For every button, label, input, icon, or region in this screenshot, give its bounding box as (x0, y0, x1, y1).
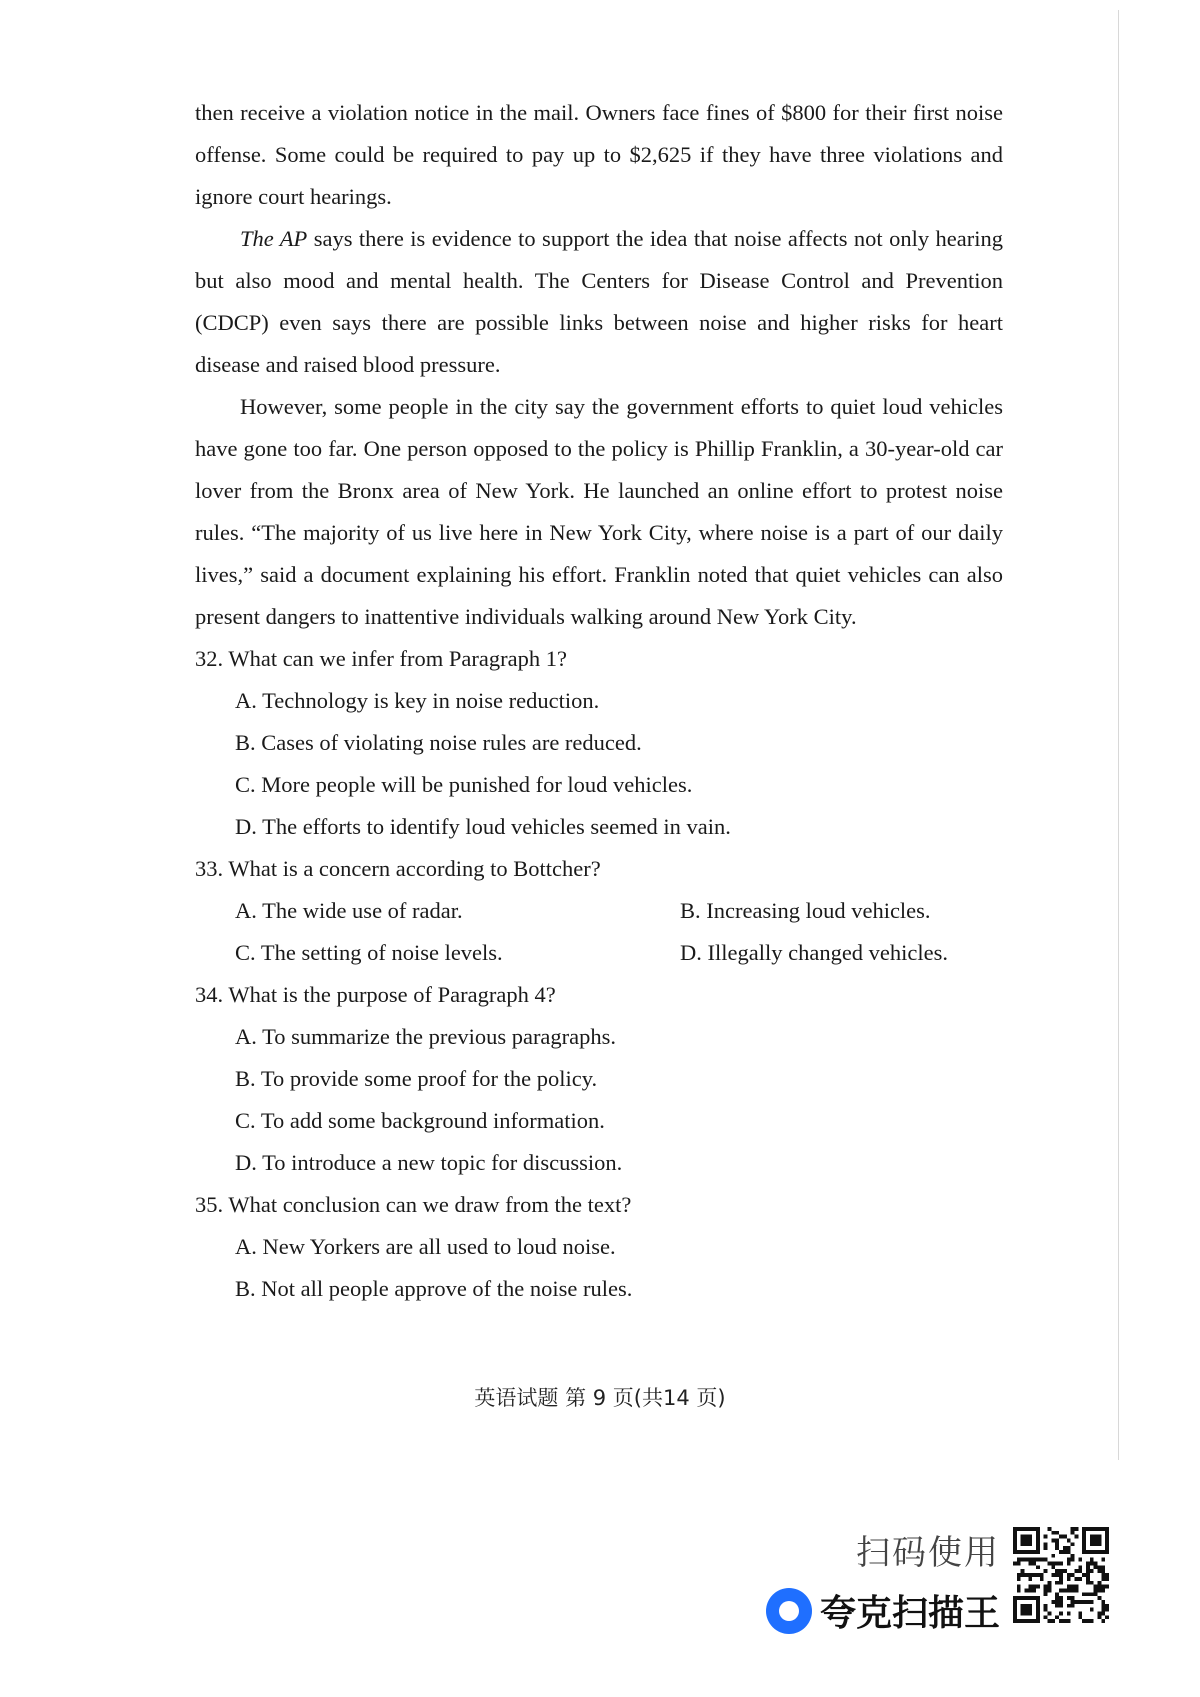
option-d: D. To introduce a new topic for discussion. (235, 1150, 623, 1175)
option-b: B. To provide some proof for the policy. (235, 1066, 598, 1091)
option-d: D. Illegally changed vehicles. (680, 940, 949, 965)
option-c: C. To add some background information. (235, 1108, 605, 1133)
paragraph-2 (195, 218, 1003, 386)
option-c: C. The setting of noise levels. (235, 940, 503, 965)
source-name: The AP (240, 226, 308, 251)
question-33 (195, 848, 1003, 974)
option-b: B. Increasing loud vehicles. (680, 898, 931, 923)
option-a: A. The wide use of radar. (235, 898, 463, 923)
paragraph-3: However, some people in the city say the government efforts to quiet loud vehicles have gone too far. One person opposed to the policy is Phillip Franklin, a 30-year-old car lover from the Bronx area of New York. He launched an online effort to protest noise rules. “The majority of us live here in New York City, where noise is a part of our daily lives,” said a document explaining his effort. Franklin noted that quiet vehicles can also present dangers to inattentive individuals walking around New York City. (195, 394, 1003, 629)
page-edge-line (1118, 10, 1119, 1460)
option-b: B. Cases of violating noise rules are reduced. (235, 730, 642, 755)
question-stem: 33. What is a concern according to Bottcher? (195, 856, 601, 881)
option-a: A. To summarize the previous paragraphs. (235, 1024, 617, 1049)
question-stem: 32. What can we infer from Paragraph 1? (195, 646, 567, 671)
question-stem: 35. What conclusion can we draw from the text? (195, 1192, 632, 1217)
paragraph-1-continued: then receive a violation notice in the mail. Owners face fines of $800 for their first noise offense. Some could be required to pay up to $2,625 if they have three violations and ignore court hearings. (195, 100, 1003, 209)
qr-code-icon (1013, 1527, 1109, 1623)
paragraph-2-text: says there is evidence to support the idea that noise affects not only hearing but also mood and mental health. The Centers for Disease Control and Prevention (CDCP) even says there are possible links between noise and higher risks for heart disease and raised blood pressure. (195, 226, 1003, 377)
brand-row (766, 1585, 1000, 1636)
option-a: A. New Yorkers are all used to loud noise. (235, 1234, 616, 1259)
question-34 (195, 974, 1003, 1184)
page-footer: 英语试题 第 9 页(共14 页) (474, 1386, 726, 1410)
options-grid (235, 890, 1003, 974)
exam-page (195, 92, 1003, 1310)
option-a: A. Technology is key in noise reduction. (235, 688, 600, 713)
scanner-watermark (760, 1525, 1000, 1650)
option-c: C. More people will be punished for loud vehicles. (235, 772, 693, 797)
option-d: D. The efforts to identify loud vehicles seemed in vain. (235, 814, 731, 839)
brand-tagline: 扫码使用 (856, 1533, 1000, 1573)
option-b: B. Not all people approve of the noise rules. (235, 1276, 633, 1301)
brand-name: 夸克扫描王 (819, 1593, 1000, 1634)
question-stem: 34. What is the purpose of Paragraph 4? (195, 982, 556, 1007)
question-35 (195, 1184, 1003, 1310)
question-32 (195, 638, 1003, 848)
quark-logo-icon (766, 1588, 812, 1634)
